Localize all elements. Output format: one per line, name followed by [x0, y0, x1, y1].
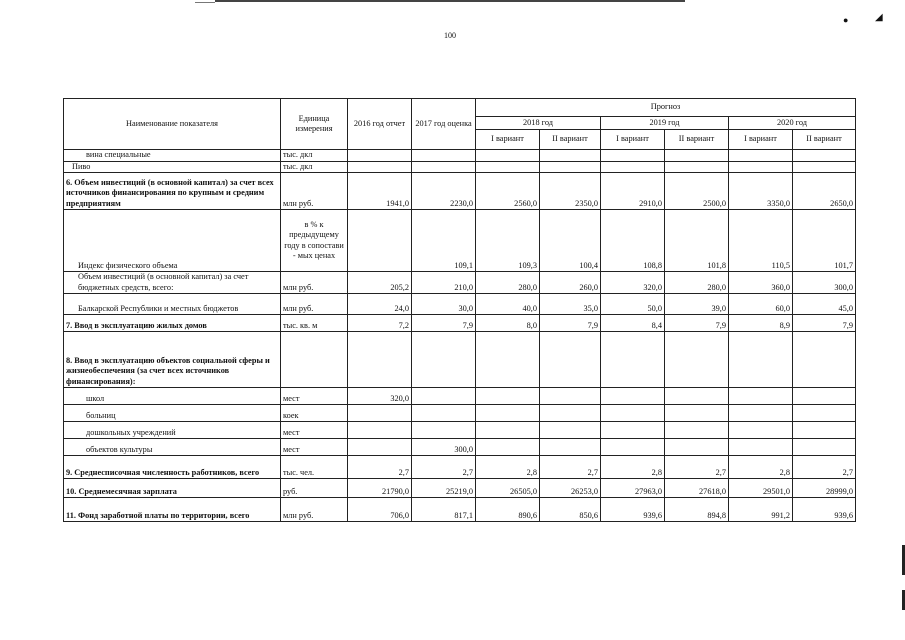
row-value: [412, 150, 476, 162]
table-row: [64, 315, 856, 332]
row-unit: мест: [281, 388, 348, 405]
table-row: [64, 456, 856, 479]
row-value: [476, 422, 540, 439]
row-value: [729, 161, 793, 173]
row-value: [793, 422, 856, 439]
row-value: 8,0: [476, 315, 540, 332]
row-value: [601, 332, 665, 388]
row-value: 2650,0: [793, 173, 856, 210]
header-name: Наименование показателя: [64, 99, 281, 150]
row-name: 7. Ввод в эксплуатацию жилых домов: [64, 315, 281, 332]
row-value: 109,3: [476, 210, 540, 272]
table-row: [64, 422, 856, 439]
page-number: 100: [444, 31, 456, 40]
row-name: 6. Объем инвестиций (в основной капитал) за счет всех источников финансирования по крупным и средним предприятиям: [64, 173, 281, 210]
row-value: [540, 150, 601, 162]
row-value: 2,8: [476, 456, 540, 479]
row-name: Объем инвестиций (в основной капитал) за счет бюджетных средств, всего:: [64, 272, 281, 294]
row-value: 2,7: [348, 456, 412, 479]
row-value: [601, 405, 665, 422]
row-value: 8,4: [601, 315, 665, 332]
scan-mark: ◢: [875, 12, 883, 23]
row-name: вина специальные: [64, 150, 281, 162]
row-value: 27618,0: [665, 479, 729, 498]
row-value: 2,7: [665, 456, 729, 479]
row-value: 320,0: [601, 272, 665, 294]
row-value: 2,8: [601, 456, 665, 479]
row-value: [476, 161, 540, 173]
row-value: 2,7: [540, 456, 601, 479]
row-value: [348, 405, 412, 422]
row-value: 60,0: [729, 294, 793, 315]
row-unit: мест: [281, 439, 348, 456]
row-value: [348, 422, 412, 439]
row-value: [476, 150, 540, 162]
row-unit: тыс. дкл: [281, 161, 348, 173]
row-value: 21790,0: [348, 479, 412, 498]
row-value: 991,2: [729, 498, 793, 522]
header-variant: II вариант: [793, 130, 856, 150]
header-forecast: Прогноз: [476, 99, 856, 117]
row-value: 300,0: [793, 272, 856, 294]
row-value: 35,0: [540, 294, 601, 315]
row-value: 7,9: [540, 315, 601, 332]
row-value: [476, 439, 540, 456]
row-value: 2500,0: [665, 173, 729, 210]
row-name: 10. Среднемесячная зарплата: [64, 479, 281, 498]
row-unit: млн руб.: [281, 498, 348, 522]
row-value: [665, 332, 729, 388]
row-value: 101,8: [665, 210, 729, 272]
header-unit: Единица измерения: [281, 99, 348, 150]
top-border-line: [215, 0, 685, 2]
row-value: [729, 388, 793, 405]
row-value: 939,6: [793, 498, 856, 522]
row-value: 26505,0: [476, 479, 540, 498]
row-name: Пиво: [64, 161, 281, 173]
row-value: 360,0: [729, 272, 793, 294]
row-value: 108,8: [601, 210, 665, 272]
table-row: [64, 210, 856, 272]
row-unit: млн руб.: [281, 294, 348, 315]
row-value: [412, 405, 476, 422]
row-value: 817,1: [412, 498, 476, 522]
row-name: больниц: [64, 405, 281, 422]
scan-mark: ●: [843, 15, 849, 25]
row-value: [476, 405, 540, 422]
row-value: 706,0: [348, 498, 412, 522]
row-value: [665, 150, 729, 162]
row-value: 2,7: [412, 456, 476, 479]
row-value: [601, 161, 665, 173]
row-value: [348, 332, 412, 388]
row-value: [540, 422, 601, 439]
forecast-table: [63, 98, 856, 522]
header-2018: 2018 год: [476, 117, 601, 130]
row-value: [793, 150, 856, 162]
row-value: [601, 388, 665, 405]
row-value: 2910,0: [601, 173, 665, 210]
row-name: 11. Фонд заработной платы по территории, всего: [64, 498, 281, 522]
row-value: 7,9: [412, 315, 476, 332]
row-unit: млн руб.: [281, 272, 348, 294]
row-value: [665, 388, 729, 405]
table-row: [64, 439, 856, 456]
row-name: школ: [64, 388, 281, 405]
row-value: 1941,0: [348, 173, 412, 210]
row-value: 28999,0: [793, 479, 856, 498]
row-name: 8. Ввод в эксплуатацию объектов социальной сферы и жизнеобеспечения (за счет всех источников финансирования):: [64, 332, 281, 388]
row-name: Индекс физического объема: [64, 210, 281, 272]
row-value: 280,0: [476, 272, 540, 294]
row-value: [348, 161, 412, 173]
row-value: 260,0: [540, 272, 601, 294]
row-value: 26253,0: [540, 479, 601, 498]
row-value: 39,0: [665, 294, 729, 315]
row-value: [665, 405, 729, 422]
row-value: [540, 439, 601, 456]
row-value: 109,1: [412, 210, 476, 272]
row-value: 110,5: [729, 210, 793, 272]
row-value: 2350,0: [540, 173, 601, 210]
row-value: 300,0: [412, 439, 476, 456]
row-value: [793, 161, 856, 173]
row-value: [665, 422, 729, 439]
table-row: [64, 498, 856, 522]
row-value: [540, 332, 601, 388]
header-2016: 2016 год отчет: [348, 99, 412, 150]
row-name: 9. Среднесписочная численность работников, всего: [64, 456, 281, 479]
top-border-line: [195, 2, 215, 3]
row-value: 8,9: [729, 315, 793, 332]
row-value: 2560,0: [476, 173, 540, 210]
row-value: [348, 439, 412, 456]
header-variant: I вариант: [729, 130, 793, 150]
row-value: [601, 150, 665, 162]
row-value: [729, 439, 793, 456]
row-value: 850,6: [540, 498, 601, 522]
row-value: 2,7: [793, 456, 856, 479]
row-value: 7,2: [348, 315, 412, 332]
row-value: 30,0: [412, 294, 476, 315]
row-value: 890,6: [476, 498, 540, 522]
row-value: [601, 422, 665, 439]
row-unit: тыс. чел.: [281, 456, 348, 479]
row-unit: мест: [281, 422, 348, 439]
row-unit: [281, 332, 348, 388]
row-value: 939,6: [601, 498, 665, 522]
row-value: 45,0: [793, 294, 856, 315]
row-value: [412, 161, 476, 173]
row-value: [665, 439, 729, 456]
header-2020: 2020 год: [729, 117, 856, 130]
row-value: [793, 405, 856, 422]
row-value: [348, 150, 412, 162]
row-value: [540, 405, 601, 422]
row-value: [540, 388, 601, 405]
row-value: 100,4: [540, 210, 601, 272]
row-value: 205,2: [348, 272, 412, 294]
row-value: 7,9: [793, 315, 856, 332]
row-value: 2,8: [729, 456, 793, 479]
row-value: [729, 405, 793, 422]
row-unit: руб.: [281, 479, 348, 498]
row-value: [793, 388, 856, 405]
row-value: 24,0: [348, 294, 412, 315]
table-row: [64, 388, 856, 405]
row-unit: тыс. дкл: [281, 150, 348, 162]
row-value: 27963,0: [601, 479, 665, 498]
header-variant: II вариант: [540, 130, 601, 150]
row-value: [476, 388, 540, 405]
row-value: [793, 439, 856, 456]
row-value: 50,0: [601, 294, 665, 315]
row-value: [729, 332, 793, 388]
row-value: 101,7: [793, 210, 856, 272]
table-row: [64, 405, 856, 422]
table-row: [64, 272, 856, 294]
table-row: [64, 294, 856, 315]
row-value: [729, 150, 793, 162]
table-row: [64, 161, 856, 173]
row-unit: тыс. кв. м: [281, 315, 348, 332]
row-value: [729, 422, 793, 439]
header-variant: I вариант: [476, 130, 540, 150]
row-name: объектов культуры: [64, 439, 281, 456]
row-unit: коек: [281, 405, 348, 422]
row-value: 3350,0: [729, 173, 793, 210]
row-value: [348, 210, 412, 272]
table-row: [64, 173, 856, 210]
row-value: [665, 161, 729, 173]
row-value: 29501,0: [729, 479, 793, 498]
row-value: 40,0: [476, 294, 540, 315]
table-row: [64, 479, 856, 498]
row-value: [540, 161, 601, 173]
header-2017: 2017 год оценка: [412, 99, 476, 150]
row-name: Балкарской Республики и местных бюджетов: [64, 294, 281, 315]
row-value: [476, 332, 540, 388]
row-value: 2230,0: [412, 173, 476, 210]
header-variant: I вариант: [601, 130, 665, 150]
row-value: 280,0: [665, 272, 729, 294]
table-row: [64, 150, 856, 162]
row-value: 25219,0: [412, 479, 476, 498]
header-variant: II вариант: [665, 130, 729, 150]
row-value: [601, 439, 665, 456]
row-value: 320,0: [348, 388, 412, 405]
row-unit: млн руб.: [281, 173, 348, 210]
row-name: дошкольных учреждений: [64, 422, 281, 439]
table-row: [64, 332, 856, 388]
header-2019: 2019 год: [601, 117, 729, 130]
row-value: 7,9: [665, 315, 729, 332]
row-value: [412, 422, 476, 439]
row-value: [412, 388, 476, 405]
row-unit: в % к предыдущему году в сопостави - мых ценах: [281, 210, 348, 272]
row-value: 894,8: [665, 498, 729, 522]
row-value: [412, 332, 476, 388]
row-value: 210,0: [412, 272, 476, 294]
row-value: [793, 332, 856, 388]
